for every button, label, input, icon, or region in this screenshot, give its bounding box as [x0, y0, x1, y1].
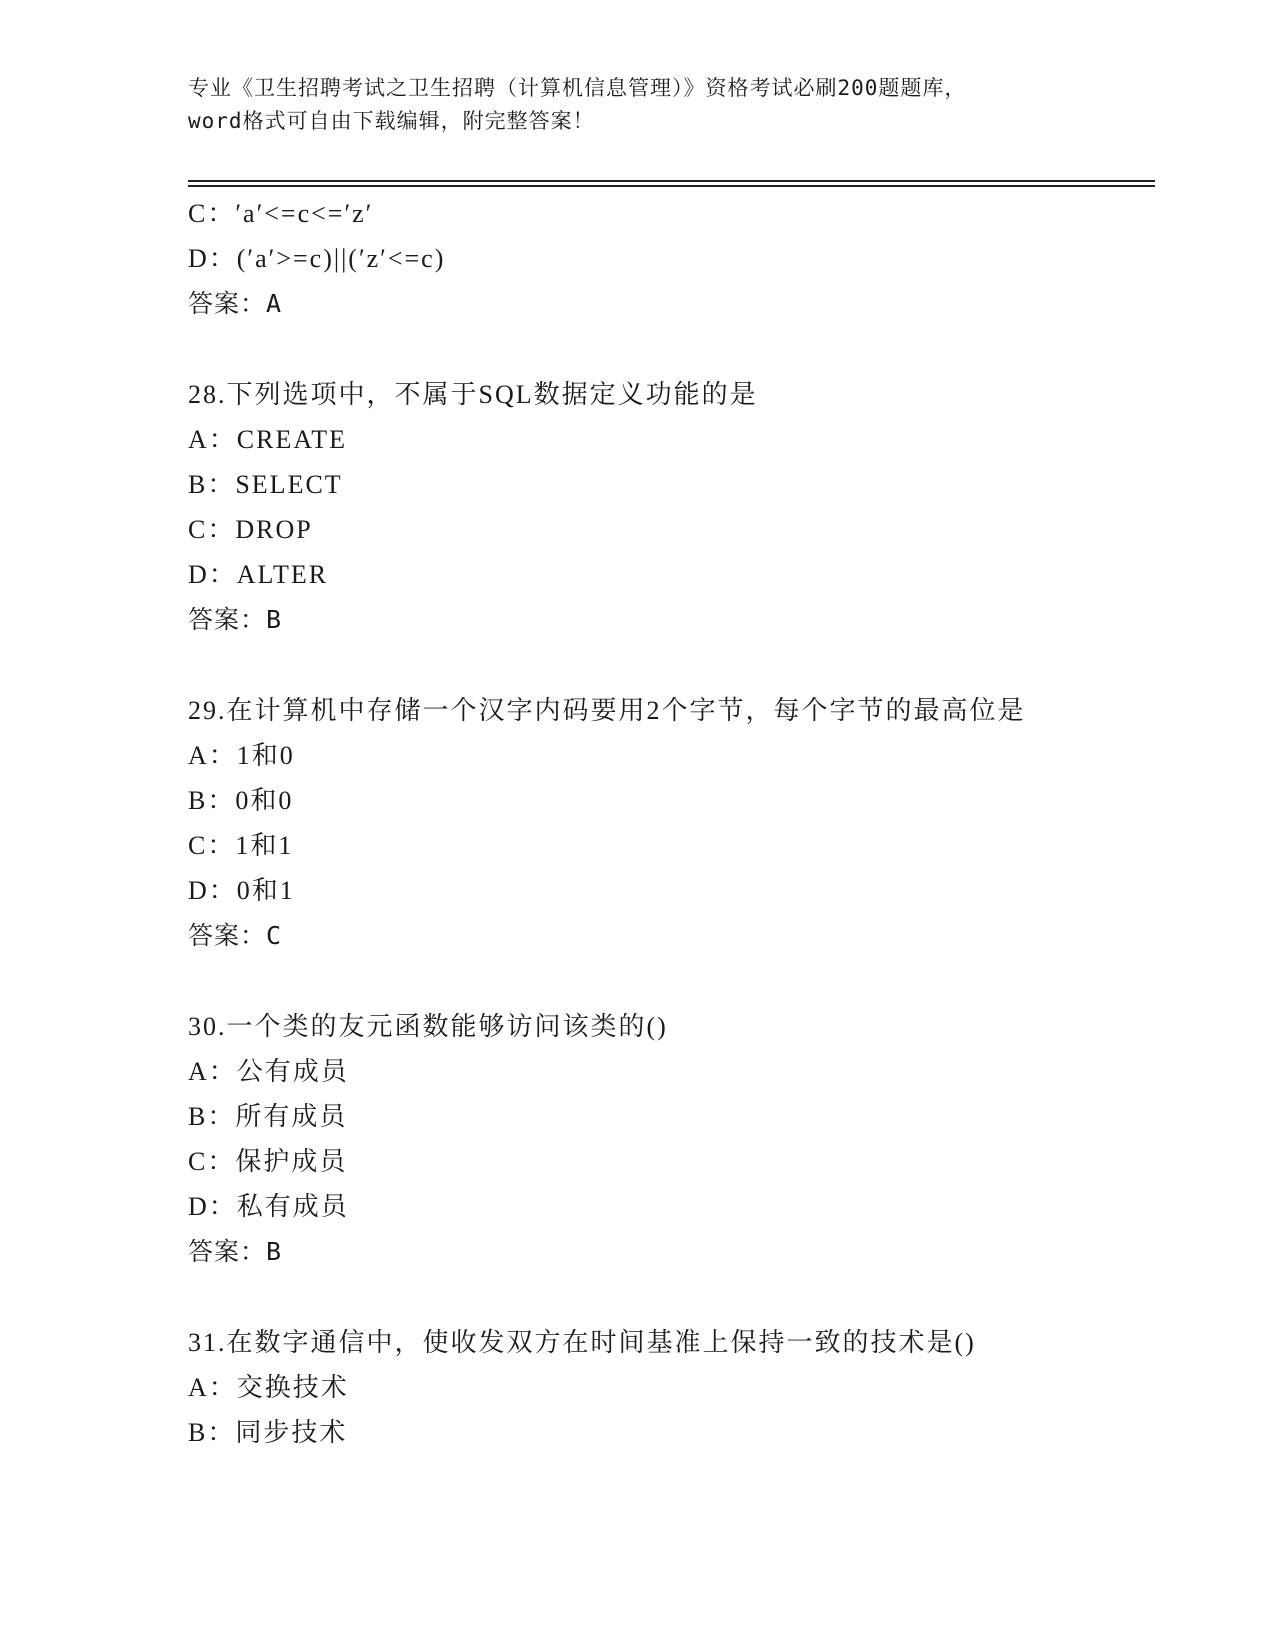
option-b: B：所有成员 [188, 1102, 348, 1131]
option-c: C：保护成员 [188, 1147, 348, 1176]
question-text: 31.在数字通信中，使收发双方在时间基准上保持一致的技术是() [188, 1328, 976, 1357]
option-c: C：DROP [188, 515, 313, 544]
document-header [188, 72, 1088, 138]
option-b: B：SELECT [188, 470, 343, 499]
option-a: A：公有成员 [188, 1057, 349, 1086]
question-27-partial [188, 191, 1188, 326]
header-line-1: 专业《卫生招聘考试之卫生招聘（计算机信息管理）》资格考试必刷200题题库， [188, 76, 967, 100]
question-31 [188, 1320, 1188, 1455]
question-28 [188, 372, 1188, 642]
answer-text: 答案：B [188, 1237, 283, 1266]
question-text: 28.下列选项中，不属于SQL数据定义功能的是 [188, 380, 758, 409]
header-divider-top [188, 180, 1155, 182]
option-d: D：ALTER [188, 560, 329, 589]
answer-text: 答案：B [188, 605, 283, 634]
header-line-2: word格式可自由下载编辑，附完整答案！ [188, 109, 595, 133]
question-29 [188, 688, 1188, 958]
option-a: A：交换技术 [188, 1373, 349, 1402]
answer-text: 答案：C [188, 921, 283, 950]
option-c: C：′a′<=c<=′z′ [188, 199, 374, 228]
option-d: D：(′a′>=c)||(′z′<=c) [188, 244, 446, 273]
answer-text: 答案：A [188, 289, 283, 318]
header-divider-bottom [188, 185, 1155, 187]
option-b: B：0和0 [188, 786, 294, 815]
option-d: D：私有成员 [188, 1192, 349, 1221]
option-c: C：1和1 [188, 831, 294, 860]
option-b: B：同步技术 [188, 1418, 348, 1447]
option-a: A：1和0 [188, 741, 295, 770]
question-30 [188, 1004, 1188, 1274]
option-d: D：0和1 [188, 876, 295, 905]
question-text: 29.在计算机中存储一个汉字内码要用2个字节，每个字节的最高位是 [188, 696, 1026, 725]
question-list [188, 191, 1188, 1455]
question-text: 30.一个类的友元函数能够访问该类的() [188, 1012, 668, 1041]
option-a: A：CREATE [188, 425, 348, 454]
